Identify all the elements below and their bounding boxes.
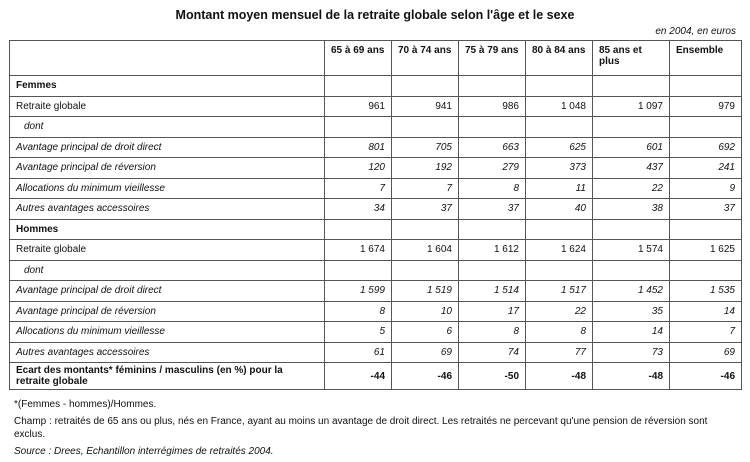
- value-cell: 961: [325, 96, 392, 117]
- column-header: 80 à 84 ans: [526, 41, 593, 76]
- row-label: Avantage principal de réversion: [10, 301, 325, 322]
- retirement-table: [9, 40, 742, 390]
- value-cell: 40: [526, 199, 593, 220]
- value-cell: 1 452: [593, 281, 670, 302]
- value-cell: [526, 76, 593, 97]
- row-label: Autres avantages accessoires: [10, 342, 325, 363]
- value-cell: 69: [670, 342, 742, 363]
- value-cell: 437: [593, 158, 670, 179]
- value-cell: [593, 260, 670, 281]
- value-cell: 73: [593, 342, 670, 363]
- value-cell: 601: [593, 137, 670, 158]
- value-cell: 74: [459, 342, 526, 363]
- row-label: Retraite globale: [10, 96, 325, 117]
- table-row: [10, 158, 742, 179]
- value-cell: 1 599: [325, 281, 392, 302]
- table-row: [10, 322, 742, 343]
- row-label: Allocations du minimum vieillesse: [10, 322, 325, 343]
- value-cell: 61: [325, 342, 392, 363]
- value-cell: 37: [459, 199, 526, 220]
- value-cell: 120: [325, 158, 392, 179]
- table-row: [10, 117, 742, 138]
- value-cell: 192: [392, 158, 459, 179]
- table-row: [10, 199, 742, 220]
- value-cell: [526, 219, 593, 240]
- value-cell: [325, 117, 392, 138]
- table-row: [10, 301, 742, 322]
- value-cell: [593, 117, 670, 138]
- value-cell: 241: [670, 158, 742, 179]
- table-title: Montant moyen mensuel de la retraite globale selon l'âge et le sexe: [175, 8, 575, 22]
- corner-cell: [10, 41, 325, 76]
- value-cell: 6: [392, 322, 459, 343]
- scope-note: Champ : retraités de 65 ans ou plus, nés en France, ayant au moins un avantage de droit direct. Les retraités ne percevant qu'une pension de réversion sont exclus.: [14, 416, 708, 440]
- value-cell: 1 574: [593, 240, 670, 261]
- value-cell: 69: [392, 342, 459, 363]
- table-row: [10, 240, 742, 261]
- table-row: [10, 363, 742, 390]
- column-header: 65 à 69 ans: [325, 41, 392, 76]
- value-cell: 1 674: [325, 240, 392, 261]
- value-cell: 8: [325, 301, 392, 322]
- table-row: [10, 178, 742, 199]
- value-cell: 35: [593, 301, 670, 322]
- row-label: Ecart des montants* féminins / masculins (en %) pour la retraite globale: [10, 363, 325, 390]
- value-cell: 979: [670, 96, 742, 117]
- value-cell: 1 604: [392, 240, 459, 261]
- value-cell: [325, 219, 392, 240]
- row-label: dont: [10, 117, 325, 138]
- value-cell: [392, 219, 459, 240]
- value-cell: [392, 260, 459, 281]
- value-cell: 1 519: [392, 281, 459, 302]
- table-body: [10, 76, 742, 390]
- value-cell: 37: [670, 199, 742, 220]
- value-cell: [526, 117, 593, 138]
- value-cell: 941: [392, 96, 459, 117]
- value-cell: 1 625: [670, 240, 742, 261]
- value-cell: 8: [526, 322, 593, 343]
- value-cell: 22: [593, 178, 670, 199]
- value-cell: 1 535: [670, 281, 742, 302]
- value-cell: [670, 117, 742, 138]
- value-cell: [392, 117, 459, 138]
- value-cell: 14: [670, 301, 742, 322]
- value-cell: [459, 260, 526, 281]
- value-cell: 37: [392, 199, 459, 220]
- table-row: [10, 342, 742, 363]
- value-cell: 17: [459, 301, 526, 322]
- value-cell: 10: [392, 301, 459, 322]
- header-row: [10, 41, 742, 76]
- row-label: Avantage principal de droit direct: [10, 281, 325, 302]
- value-cell: -48: [593, 363, 670, 390]
- value-cell: 705: [392, 137, 459, 158]
- value-cell: 625: [526, 137, 593, 158]
- value-cell: 1 517: [526, 281, 593, 302]
- value-cell: -46: [670, 363, 742, 390]
- value-cell: 7: [392, 178, 459, 199]
- value-cell: 663: [459, 137, 526, 158]
- value-cell: 9: [670, 178, 742, 199]
- value-cell: 8: [459, 322, 526, 343]
- footnote: *(Femmes - hommes)/Hommes.: [14, 399, 157, 410]
- value-cell: 11: [526, 178, 593, 199]
- row-label: dont: [10, 260, 325, 281]
- value-cell: 373: [526, 158, 593, 179]
- value-cell: 1 624: [526, 240, 593, 261]
- value-cell: 801: [325, 137, 392, 158]
- value-cell: [670, 219, 742, 240]
- table-row: [10, 281, 742, 302]
- table-row: [10, 219, 742, 240]
- value-cell: [670, 76, 742, 97]
- value-cell: [459, 219, 526, 240]
- value-cell: -50: [459, 363, 526, 390]
- value-cell: [459, 117, 526, 138]
- value-cell: [325, 76, 392, 97]
- row-label: Avantage principal de réversion: [10, 158, 325, 179]
- value-cell: -48: [526, 363, 593, 390]
- value-cell: 34: [325, 199, 392, 220]
- table-row: [10, 76, 742, 97]
- value-cell: 7: [670, 322, 742, 343]
- value-cell: -44: [325, 363, 392, 390]
- value-cell: -46: [392, 363, 459, 390]
- value-cell: 77: [526, 342, 593, 363]
- value-cell: 7: [325, 178, 392, 199]
- row-label: Femmes: [10, 76, 325, 97]
- value-cell: [670, 260, 742, 281]
- value-cell: 22: [526, 301, 593, 322]
- value-cell: [526, 260, 593, 281]
- unit-note: en 2004, en euros: [655, 26, 736, 37]
- row-label: Hommes: [10, 219, 325, 240]
- value-cell: [459, 76, 526, 97]
- value-cell: 5: [325, 322, 392, 343]
- table-row: [10, 260, 742, 281]
- value-cell: [325, 260, 392, 281]
- value-cell: 1 097: [593, 96, 670, 117]
- value-cell: 8: [459, 178, 526, 199]
- value-cell: 1 612: [459, 240, 526, 261]
- column-header: 75 à 79 ans: [459, 41, 526, 76]
- source-note: Source : Drees, Echantillon interrégimes de retraités 2004.: [14, 446, 274, 457]
- value-cell: 1 048: [526, 96, 593, 117]
- row-label: Retraite globale: [10, 240, 325, 261]
- table-row: [10, 137, 742, 158]
- value-cell: 692: [670, 137, 742, 158]
- value-cell: 986: [459, 96, 526, 117]
- row-label: Autres avantages accessoires: [10, 199, 325, 220]
- value-cell: 14: [593, 322, 670, 343]
- table-row: [10, 96, 742, 117]
- value-cell: [593, 219, 670, 240]
- row-label: Allocations du minimum vieillesse: [10, 178, 325, 199]
- value-cell: [392, 76, 459, 97]
- column-header: 85 ans et plus: [593, 41, 670, 76]
- row-label: Avantage principal de droit direct: [10, 137, 325, 158]
- value-cell: [593, 76, 670, 97]
- value-cell: 279: [459, 158, 526, 179]
- column-header: 70 à 74 ans: [392, 41, 459, 76]
- value-cell: 1 514: [459, 281, 526, 302]
- column-header: Ensemble: [670, 41, 742, 76]
- value-cell: 38: [593, 199, 670, 220]
